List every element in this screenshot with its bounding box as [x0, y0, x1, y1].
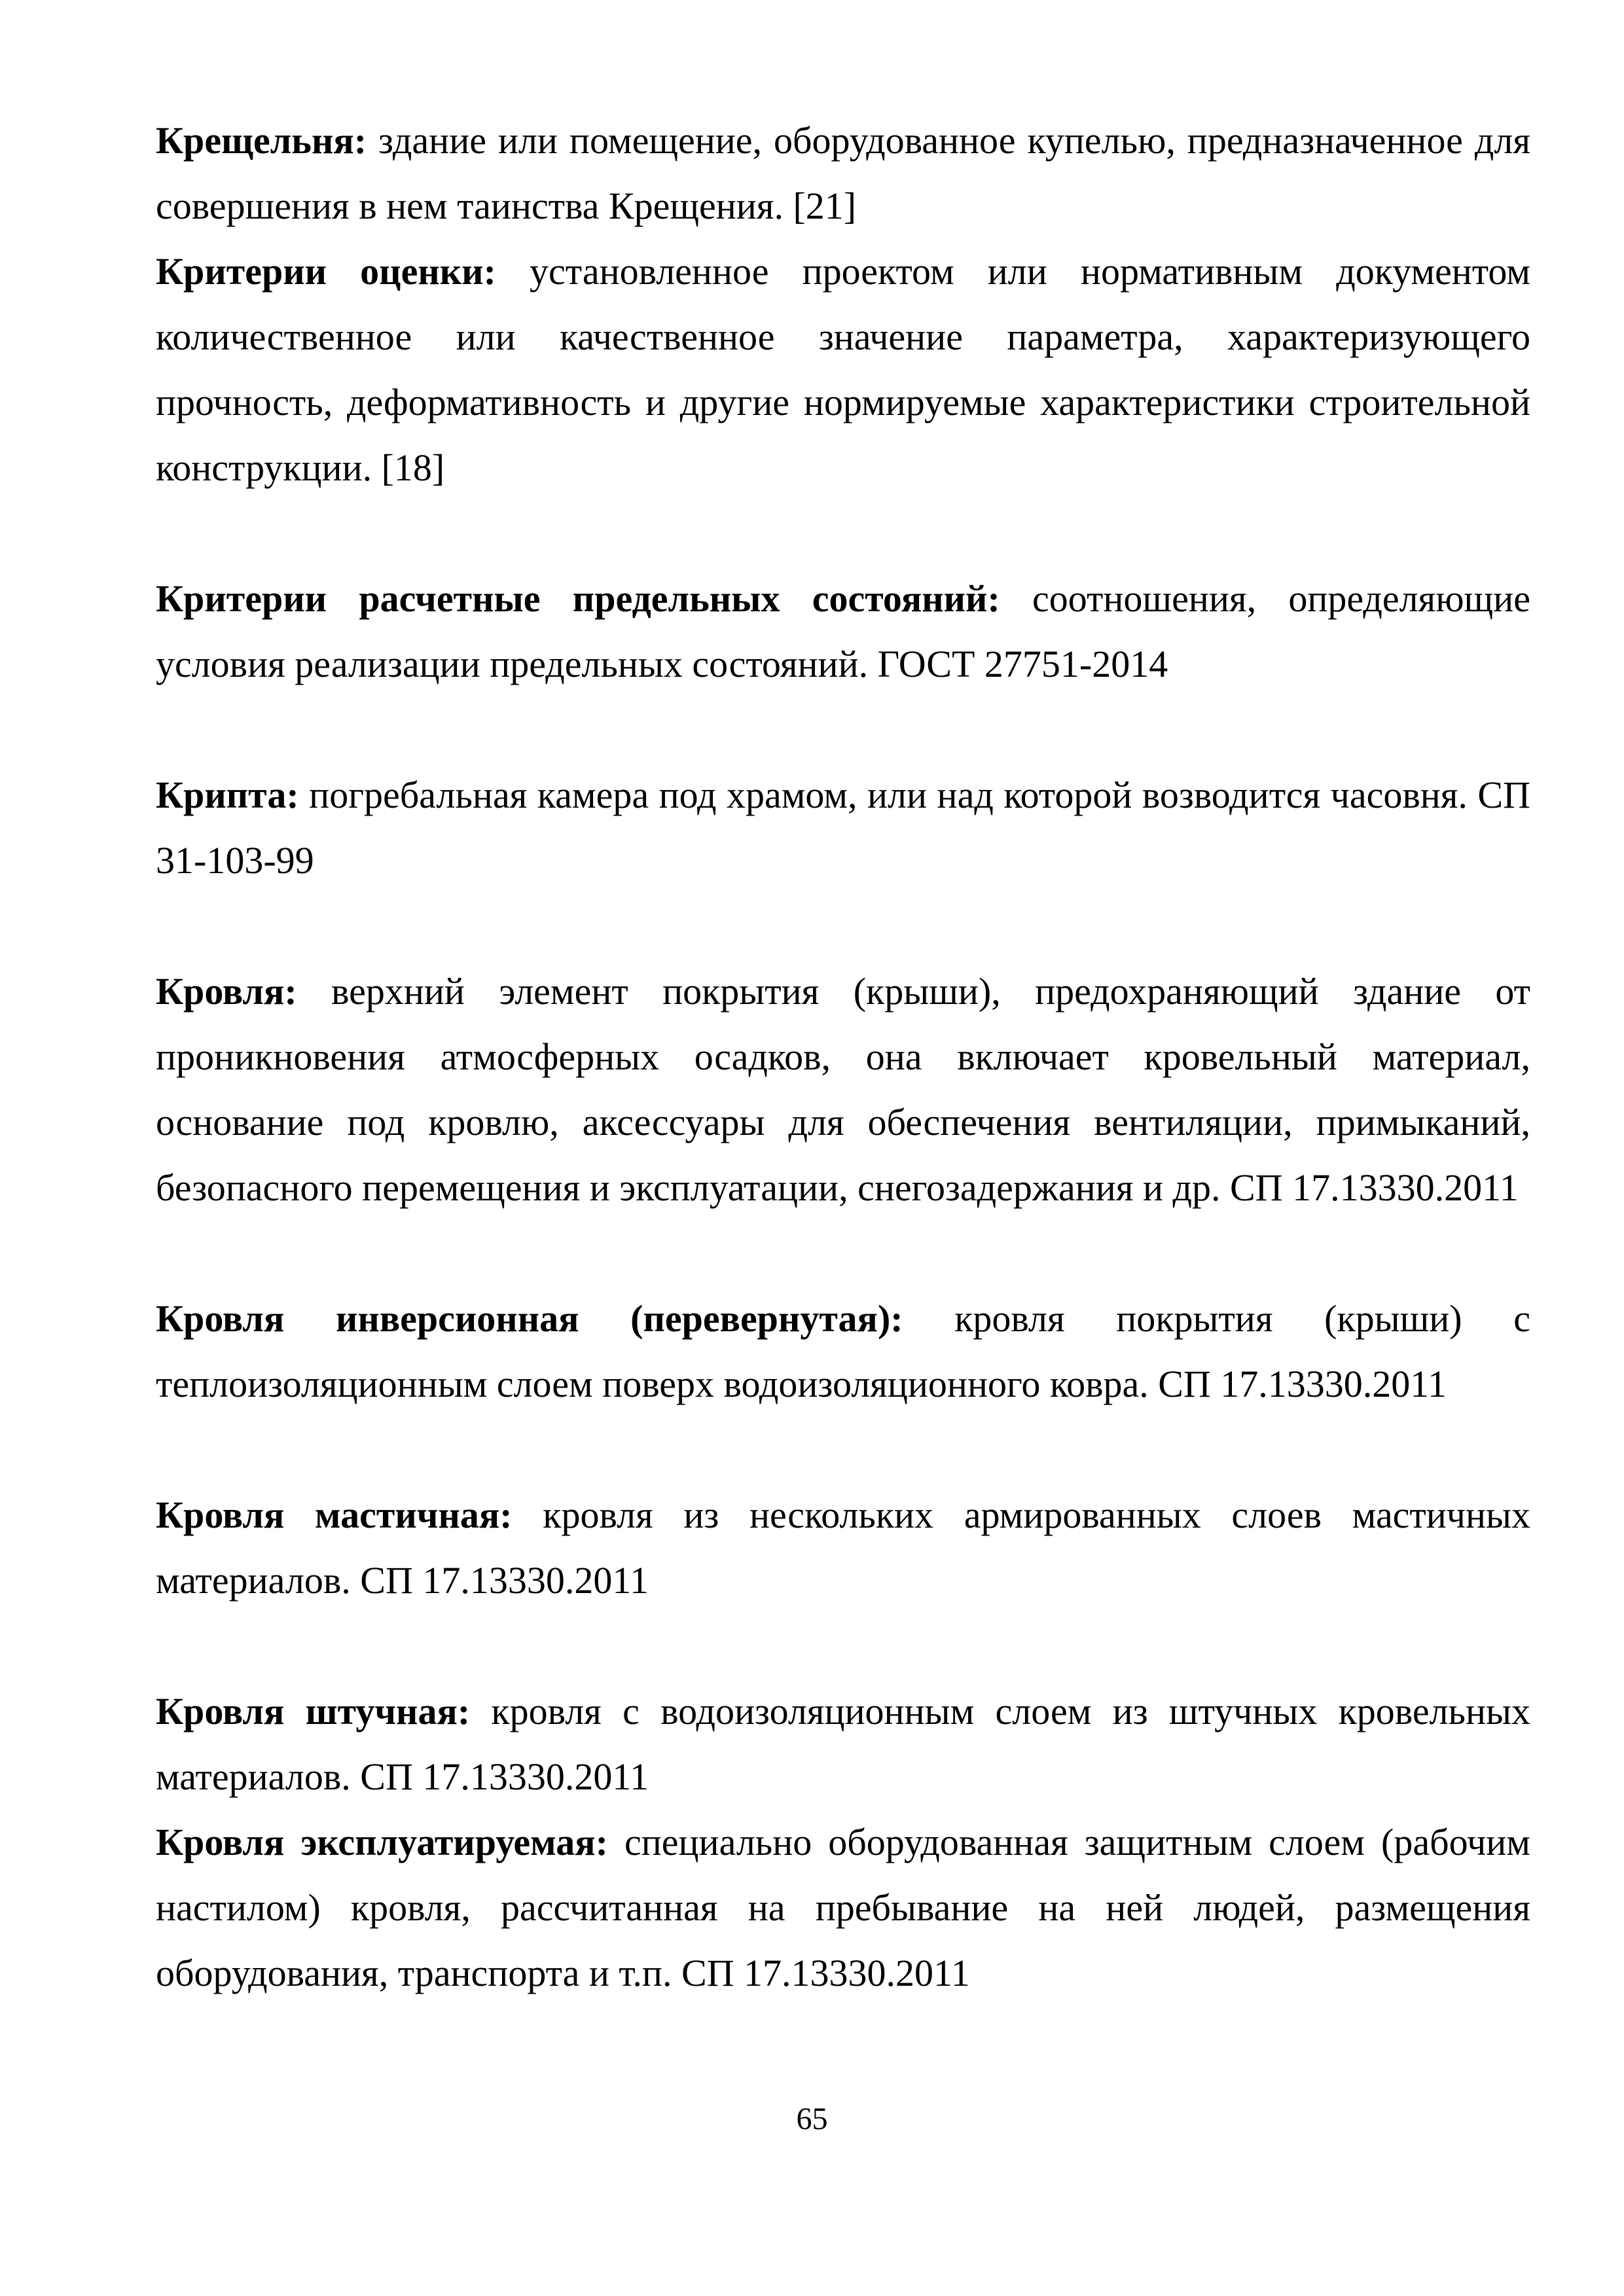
entry-krovlya-shtuchnaya	[156, 1679, 1530, 1810]
entry-definition: кровля покрытия (крыши) с теплоизоляционным слоем поверх водоизоляционного ковра. СП 17.13330.2011	[156, 1297, 1530, 1405]
entry-kriterii-raschetnye	[156, 566, 1530, 697]
entry-term: Критерии расчетные предельных состояний:	[156, 577, 1000, 620]
entry-krovlya-ekspluatiruemaya	[156, 1810, 1530, 2006]
entry-definition: верхний элемент покрытия (крыши), предохраняющий здание от проникновения атмосферных осадков, она включает кровельный материал, основание под кровлю, аксессуары для обеспечения вентиляции, примыканий, безопасного перемещения и эксплуатации, снегозадержания и др. СП 17.13330.2011	[156, 970, 1530, 1209]
entry-definition: специально оборудованная защитным слоем (рабочим настилом) кровля, рассчитанная на пребывание на ней людей, размещения оборудования, транспорта и т.п. СП 17.13330.2011	[156, 1821, 1530, 1994]
entry-definition: кровля из нескольких армированных слоев мастичных материалов. СП 17.13330.2011	[156, 1494, 1530, 1602]
entry-kriterii-otsenki	[156, 239, 1530, 501]
entry-term: Крещельня:	[156, 119, 367, 162]
entry-definition: погребальная камера под храмом, или над которой возводится часовня. СП 31-103-99	[156, 774, 1530, 882]
entry-definition: установленное проектом или нормативным документом количественное или качественное значение параметра, характеризующего прочность, деформативность и другие нормируемые характеристики строительной конструкции. [18]	[156, 250, 1530, 489]
entry-term: Кровля мастичная:	[156, 1494, 513, 1536]
entry-krovlya-mastichnaya	[156, 1482, 1530, 1613]
entry-definition: кровля с водоизоляционным слоем из штучных кровельных материалов. СП 17.13330.2011	[156, 1690, 1530, 1798]
entry-term: Кровля штучная:	[156, 1690, 471, 1732]
page-body	[156, 108, 1530, 2006]
entry-term: Кровля эксплуатируемая:	[156, 1821, 608, 1863]
entry-term: Критерии оценки:	[156, 250, 496, 293]
entry-term: Кровля:	[156, 970, 297, 1013]
entry-definition: здание или помещение, оборудованное купелью, предназначенное для совершения в нем таинства Крещения. [21]	[156, 119, 1530, 227]
entry-krovlya-inversionnaya	[156, 1286, 1530, 1417]
entry-definition: соотношения, определяющие условия реализации предельных состояний. ГОСТ 27751-2014	[156, 577, 1530, 685]
page-number: 65	[796, 2102, 828, 2136]
entry-term: Кровля инверсионная (перевернутая):	[156, 1297, 903, 1340]
entry-krovlya	[156, 959, 1530, 1221]
entry-kripta	[156, 762, 1530, 893]
entry-kreshchelnya	[156, 108, 1530, 239]
entry-term: Крипта:	[156, 774, 299, 816]
